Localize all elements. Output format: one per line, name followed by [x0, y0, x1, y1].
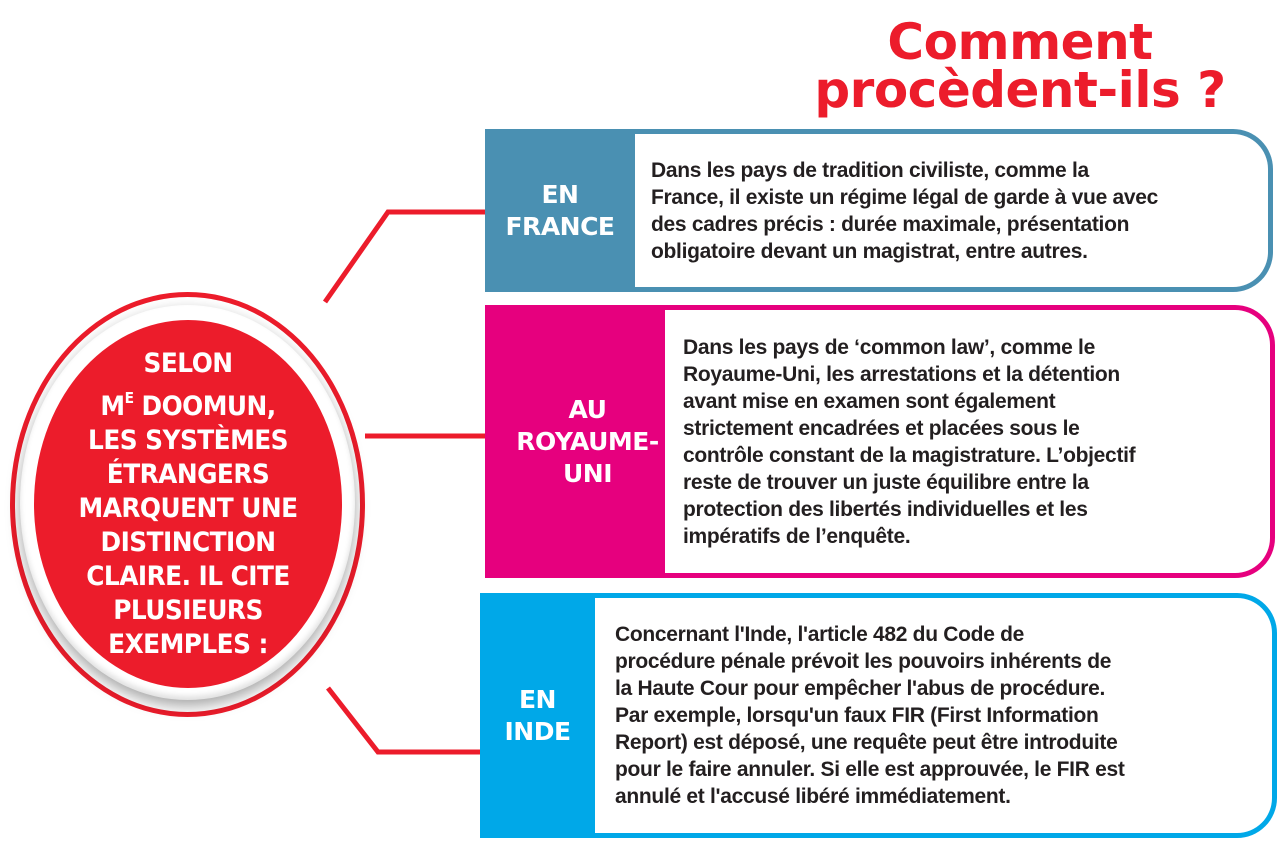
intro-text	[78, 347, 297, 662]
intro-line-1: SELON	[143, 347, 233, 379]
card-inde-text: Concernant l'Inde, l'article 482 du Code de procédure pénale prévoit les pouvoirs inhérents de la Haute Cour pour empêcher l'abus de procédure. Par exemple, lorsqu'un faux FIR (First Information Report) est déposé, une requête peut être introduite pour le faire annuler. Si elle est approuvée, le FIR est annulé et l'accusé libéré immédiatement.	[615, 623, 1125, 808]
card-france-body	[635, 129, 1273, 292]
intro-line-4: ÉTRANGERS	[106, 458, 270, 490]
card-inde-body	[595, 593, 1277, 838]
card-uk-body	[665, 305, 1275, 578]
title-line-2: procèdent-ils ?	[814, 61, 1226, 119]
card-france-label: EN FRANCE	[485, 129, 635, 292]
card-france-text: Dans les pays de tradition civiliste, comme la France, il existe un régime légal de garde à vue avec des cadres précis : durée maximale, présentation obligatoire devant un magistrat, entre autres.	[651, 158, 1159, 263]
page-title	[800, 13, 1240, 119]
intro-line-3: LES SYSTÈMES	[88, 424, 288, 456]
intro-line-8: PLUSIEURS	[113, 594, 263, 626]
card-uk-text: Dans les pays de ‘common law’, comme le Royaume-Uni, les arrestations et la détention avant mise en examen sont également strictement encadrées et placées sous le contrôle constant de la magistrature. L’objectif reste de trouver un juste équilibre entre la protection des libertés individuelles et les impératifs de l’enquête.	[683, 335, 1136, 548]
intro-line-7: CLAIRE. IL CITE	[86, 560, 290, 592]
card-uk-label: AU ROYAUME- UNI	[485, 305, 665, 578]
intro-line-5: MARQUENT UNE	[78, 492, 298, 524]
intro-line-2: $M^E$ DOOMUN,	[100, 388, 276, 422]
title-line-1: Comment	[887, 13, 1153, 71]
intro-circle	[34, 320, 342, 688]
card-uk	[485, 305, 1275, 578]
intro-line-6: DISTINCTION	[100, 526, 276, 558]
card-france	[485, 129, 1273, 292]
intro-line-9: EXEMPLES :	[108, 628, 268, 660]
connector-inde	[328, 688, 484, 752]
card-inde	[480, 593, 1277, 838]
card-inde-label: EN INDE	[480, 593, 595, 838]
connector-france	[325, 212, 488, 302]
intro-superscript: E	[124, 388, 134, 407]
